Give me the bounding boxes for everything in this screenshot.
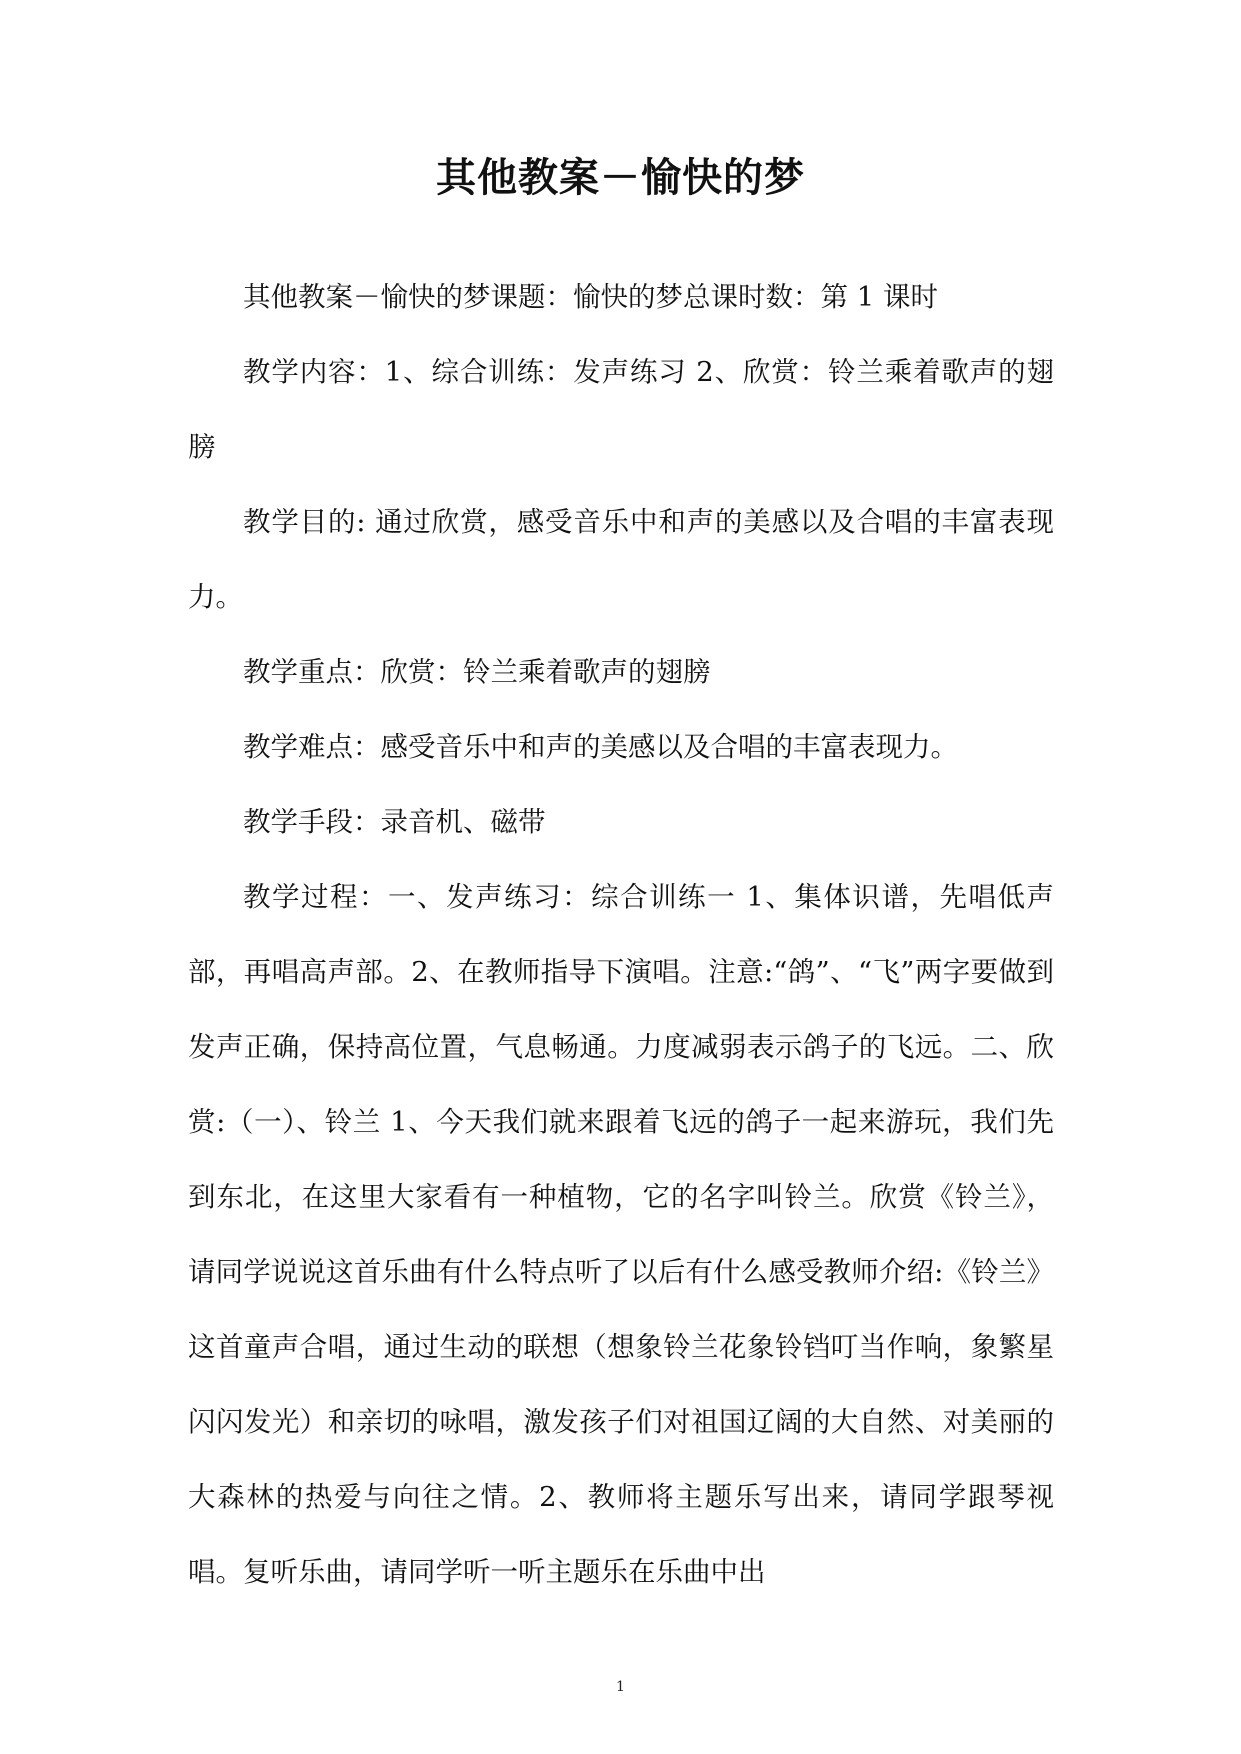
paragraph-teaching-focus: 教学重点：欣赏：铃兰乘着歌声的翅膀 xyxy=(243,656,711,688)
paragraph-teaching-difficulty: 教学难点：感受音乐中和声的美感以及合唱的丰富表现力。 xyxy=(243,731,958,763)
paragraph-teaching-purpose: 教学目的: 通过欣赏，感受音乐中和声的美感以及合唱的丰富表现力。 xyxy=(188,506,1054,613)
paragraph-teaching-process: 教学过程：一、发声练习：综合训练一 1、集体识谱，先唱低声部，再唱高声部。2、在教师指导下演唱。注意:“鸽”、“飞”两字要做到发声正确，保持高位置，气息畅通。力度减弱表示鸽子的飞远。二、欣赏:（一）、铃兰 1、今天我们就来跟着飞远的鸽子一起来游玩，我们先到东北，在这里大家看有一种植物，它的名字叫铃兰。欣赏《铃兰》，请同学说说这首乐曲有什么特点听了以后有什么感受教师介绍:《铃兰》这首童声合唱，通过生动的联想（想象铃兰花象铃铛叮当作响，象繁星闪闪发光）和亲切的咏唱，激发孩子们对祖国辽阔的大自然、对美丽的大森林的热爱与向往之情。2、教师将主题乐写出来，请同学跟琴视唱。复听乐曲，请同学听一听主题乐在乐曲中出 xyxy=(188,881,1054,1588)
paragraph-course-info: 其他教案－愉快的梦课题：愉快的梦总课时数：第 1 课时 xyxy=(243,281,938,313)
document-body xyxy=(188,260,1054,1610)
page-number: 1 xyxy=(616,1679,625,1695)
paragraph-teaching-tools: 教学手段：录音机、磁带 xyxy=(243,806,546,838)
document-title: 其他教案－愉快的梦 xyxy=(436,155,805,201)
paragraph-teaching-content: 教学内容：1、综合训练：发声练习 2、欣赏：铃兰乘着歌声的翅膀 xyxy=(188,356,1054,463)
